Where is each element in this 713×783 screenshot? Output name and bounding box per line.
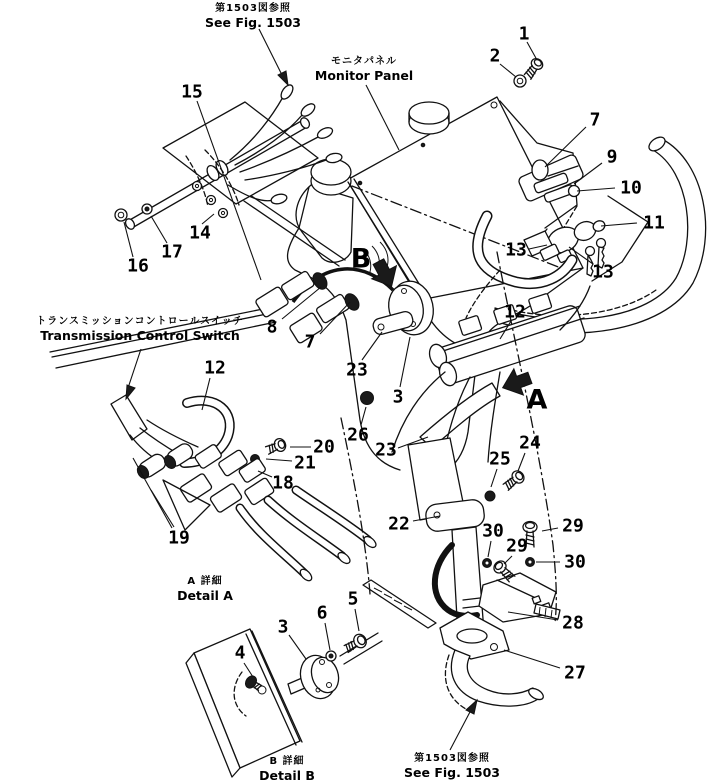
caption-monitor-panel-jp: モニタパネル xyxy=(331,56,397,67)
leader-line-part-23 xyxy=(362,332,382,360)
leader-line-part-11 xyxy=(601,223,637,226)
part-label-19: 19 xyxy=(168,527,190,549)
part-label-12: 12 xyxy=(504,301,526,323)
leader-line-part-1 xyxy=(527,42,537,60)
caption-detail-a-en: Detail A xyxy=(177,588,233,603)
caption-see-fig-top-jp: 第1503図参照 xyxy=(215,3,291,14)
part-label-22: 22 xyxy=(388,513,410,535)
part-label-24: 24 xyxy=(519,432,541,454)
part-label-2: 2 xyxy=(489,45,501,67)
leader-line-part-29 xyxy=(504,556,512,564)
leader-line-part-2 xyxy=(500,64,516,77)
part-label-30: 30 xyxy=(482,520,504,542)
caption-detail-a-jp: A 詳細 xyxy=(187,576,223,587)
part-label-5: 5 xyxy=(347,588,359,610)
part-label-23: 23 xyxy=(375,439,397,461)
caption-detail-a xyxy=(177,575,233,604)
part-label-27: 27 xyxy=(564,662,586,684)
plug-25 xyxy=(485,491,495,501)
part-label-1: 1 xyxy=(518,23,530,45)
bolt-1 xyxy=(523,56,545,80)
part-label-7: 7 xyxy=(589,109,601,131)
leader-line-part-26 xyxy=(361,407,366,425)
caption-transmission-switch-jp: トランスミッションコントロールスイッチ xyxy=(36,316,244,327)
caption-transmission-switch-en: Transmission Control Switch xyxy=(40,328,240,343)
nut-30-right xyxy=(526,558,535,567)
caption-see-fig-bottom-jp: 第1503図参照 xyxy=(414,753,490,764)
caption-see-fig-top-en: See Fig. 1503 xyxy=(205,15,301,30)
part-label-18: 18 xyxy=(272,472,294,494)
plug-26 xyxy=(361,392,374,405)
part-label-17: 17 xyxy=(161,241,183,263)
washer-17 xyxy=(142,204,152,214)
leader-line-part-3 xyxy=(289,635,306,659)
part-label-4: 4 xyxy=(234,642,246,664)
leader-line-part-25 xyxy=(491,469,497,487)
part-label-7: 7 xyxy=(304,331,316,353)
base-tube xyxy=(445,650,545,712)
part-label-23: 23 xyxy=(346,359,368,381)
part-label-15: 15 xyxy=(181,81,203,103)
part-label-29: 29 xyxy=(562,515,584,537)
nut-30-left xyxy=(483,559,492,568)
bolt-24 xyxy=(502,468,527,492)
caption-transmission-switch xyxy=(36,315,243,344)
nut-16 xyxy=(115,209,127,221)
section-letter-a: A xyxy=(526,384,548,416)
part-label-26: 26 xyxy=(347,424,369,446)
caption-see-fig-bottom xyxy=(404,752,500,781)
leader-line-part-24 xyxy=(518,453,525,471)
washer-6 xyxy=(326,651,336,661)
steering-column xyxy=(340,438,560,712)
part-label-8: 8 xyxy=(266,316,278,338)
leader-line-part-10 xyxy=(577,188,615,191)
part-label-13: 13 xyxy=(505,239,527,261)
part-label-6: 6 xyxy=(316,602,328,624)
part-label-10: 10 xyxy=(620,177,642,199)
caption-detail-b-en: Detail B xyxy=(259,768,315,783)
part-label-16: 16 xyxy=(127,255,149,277)
bracket-28 xyxy=(340,573,560,664)
leader-line-part-30 xyxy=(488,541,491,557)
part-label-12: 12 xyxy=(204,357,226,379)
leader-line-part-21 xyxy=(266,459,292,461)
screw-20 xyxy=(265,437,288,457)
caption-detail-b-jp: B 詳細 xyxy=(269,756,305,767)
part-label-9: 9 xyxy=(606,146,618,168)
ref-arrow-transmission xyxy=(126,349,141,399)
section-letter-b: B xyxy=(350,243,372,275)
lever-cap-7 xyxy=(532,160,548,180)
monitor-panel-leader xyxy=(366,85,399,150)
part-label-13: 13 xyxy=(592,261,614,283)
part-label-28: 28 xyxy=(562,612,584,634)
caption-monitor-panel xyxy=(315,55,413,84)
part-label-14: 14 xyxy=(189,222,211,244)
part-label-3: 3 xyxy=(277,616,289,638)
part-label-30: 30 xyxy=(564,551,586,573)
leader-line-part-6 xyxy=(325,623,330,650)
part-label-3: 3 xyxy=(392,386,404,408)
caption-detail-b xyxy=(259,755,315,783)
ref-arrow-top xyxy=(259,29,288,85)
caption-see-fig-top xyxy=(205,2,301,31)
part-label-11: 11 xyxy=(643,212,665,234)
gauge-cap-top xyxy=(409,102,449,134)
caption-see-fig-bottom-en: See Fig. 1503 xyxy=(404,765,500,780)
leader-line-part-27 xyxy=(504,650,560,668)
caption-monitor-panel-en: Monitor Panel xyxy=(314,68,414,83)
part-label-25: 25 xyxy=(489,448,511,470)
part-label-21: 21 xyxy=(294,452,316,474)
leader-line-part-17 xyxy=(151,216,167,243)
transmission-harness xyxy=(111,395,378,583)
leader-line-part-5 xyxy=(355,609,359,631)
leader-line-part-3 xyxy=(400,337,410,387)
part-label-29: 29 xyxy=(506,535,528,557)
part-label-20: 20 xyxy=(313,436,335,458)
